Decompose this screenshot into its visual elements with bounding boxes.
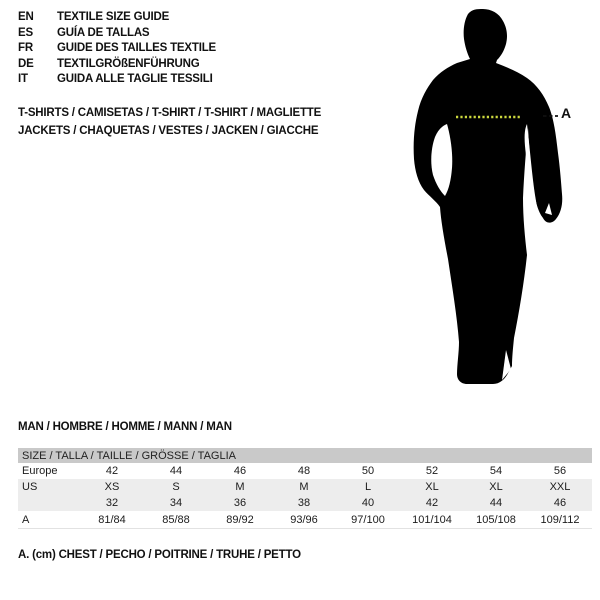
size-cell: 81/84 — [98, 513, 126, 526]
size-table — [18, 448, 592, 529]
size-cell: 34 — [144, 495, 208, 511]
language-label: TEXTILE SIZE GUIDE — [57, 11, 170, 23]
size-cell: 85/88 — [162, 513, 190, 526]
size-table-header: SIZE / TALLA / TAILLE / GRÖSSE / TAGLIA — [18, 448, 592, 463]
size-cell: 105/108 — [476, 513, 516, 526]
category-line-tshirts: T-SHIRTS / CAMISETAS / T-SHIRT / T-SHIRT / MAGLIETTE — [18, 107, 322, 119]
size-table-header-row — [18, 448, 592, 463]
size-cell: 44 — [464, 495, 528, 511]
size-cell: 40 — [336, 495, 400, 511]
size-cell: 46 — [528, 495, 592, 511]
language-code: EN — [18, 11, 34, 23]
language-label: GUÍA DE TALLAS — [57, 26, 150, 39]
row-label: Europe — [22, 465, 58, 477]
language-row — [18, 27, 216, 43]
size-cell: 50 — [361, 465, 375, 477]
man-silhouette — [405, 4, 570, 396]
table-row-a-chest — [18, 511, 592, 529]
size-cell: 101/104 — [412, 513, 452, 526]
size-cell: 52 — [425, 465, 439, 477]
language-code: DE — [18, 57, 34, 70]
language-label: GUIDA ALLE TAGLIE TESSILI — [57, 73, 213, 85]
row-label — [18, 495, 80, 511]
size-cell: 32 — [80, 495, 144, 511]
size-cell: L — [336, 479, 400, 495]
row-label: US — [18, 479, 80, 495]
size-cell: XXL — [528, 479, 592, 495]
size-cell: 109/112 — [540, 513, 580, 526]
size-cell: XL — [400, 479, 464, 495]
size-cell: M — [272, 479, 336, 495]
footnote-chest: A. (cm) CHEST / PECHO / POITRINE / TRUHE / PETTO — [18, 549, 301, 561]
size-cell: 97/100 — [351, 513, 385, 526]
language-label: TEXTILGRÖßENFÜHRUNG — [57, 57, 200, 70]
size-cell: 89/92 — [226, 513, 254, 526]
size-cell: 42 — [105, 465, 119, 477]
row-label: A — [22, 513, 30, 526]
language-list — [18, 11, 216, 89]
table-row-numeric — [18, 495, 592, 511]
size-cell: 56 — [553, 465, 567, 477]
language-code: ES — [18, 26, 33, 39]
section-title-man: MAN / HOMBRE / HOMME / MANN / MAN — [18, 421, 232, 433]
size-cell: 46 — [233, 465, 247, 477]
size-cell: 44 — [169, 465, 183, 477]
table-row-europe — [18, 463, 592, 479]
size-cell: M — [208, 479, 272, 495]
size-cell: 38 — [272, 495, 336, 511]
language-code: FR — [18, 42, 33, 54]
language-row — [18, 11, 216, 27]
language-label: GUIDE DES TAILLES TEXTILE — [57, 42, 216, 54]
size-cell: 36 — [208, 495, 272, 511]
language-row — [18, 58, 216, 74]
table-row-us — [18, 479, 592, 495]
language-row — [18, 42, 216, 58]
size-cell: XS — [80, 479, 144, 495]
size-cell: 93/96 — [290, 513, 318, 526]
language-code: IT — [18, 73, 28, 85]
category-lines — [18, 104, 321, 140]
size-cell: 48 — [297, 465, 311, 477]
size-cell: S — [144, 479, 208, 495]
language-row — [18, 73, 216, 89]
category-line-jackets: JACKETS / CHAQUETAS / VESTES / JACKEN / GIACCHE — [18, 125, 319, 137]
size-cell: XL — [464, 479, 528, 495]
size-cell: 42 — [400, 495, 464, 511]
size-cell: 54 — [489, 465, 503, 477]
measure-label-a: A — [561, 105, 572, 121]
